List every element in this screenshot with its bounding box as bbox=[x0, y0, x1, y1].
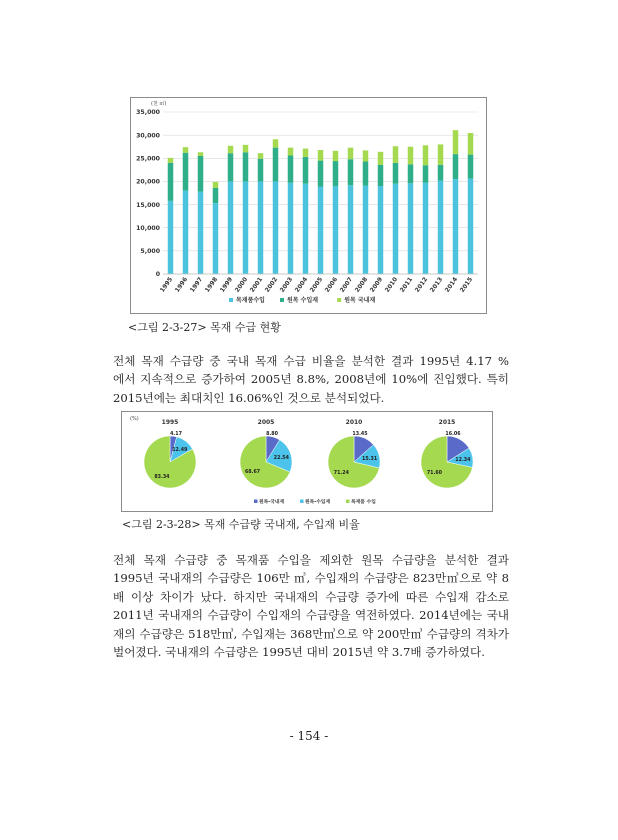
bar-segment bbox=[288, 148, 294, 156]
bar-segment bbox=[348, 159, 354, 185]
pie-data-label: 22.54 bbox=[273, 456, 289, 462]
y-tick-label: 15,000 bbox=[136, 201, 160, 209]
figure2-caption: <그림 2-3-28> 목재 수급량 국내재, 수입재 비율 bbox=[122, 518, 360, 531]
bar-segment bbox=[423, 145, 429, 165]
bar-segment bbox=[213, 203, 219, 274]
legend-swatch bbox=[300, 500, 304, 504]
page-number: - 154 - bbox=[289, 729, 329, 743]
bar-segment bbox=[468, 133, 474, 155]
pie-data-label: 71.60 bbox=[426, 471, 443, 477]
x-tick-label: 2014 bbox=[443, 276, 460, 294]
bar-segment bbox=[273, 139, 279, 147]
y-tick-label: 20,000 bbox=[136, 178, 160, 186]
paragraph-line: 전체 목재 수급량 중 국내 목재 수급 비율을 분석한 결과 1995년 4.17 % bbox=[113, 354, 509, 368]
bar-segment bbox=[318, 161, 324, 187]
bar-segment bbox=[348, 185, 354, 274]
bar-segment bbox=[423, 165, 429, 183]
pie-data-label: 71.24 bbox=[333, 470, 349, 476]
legend-label: 원목 국내재 bbox=[344, 297, 376, 304]
x-tick-label: 2010 bbox=[383, 276, 400, 294]
legend-swatch bbox=[337, 298, 341, 302]
bar-segment bbox=[468, 179, 474, 274]
pie-data-label: 83.34 bbox=[154, 474, 170, 480]
bar-segment bbox=[393, 146, 399, 163]
legend-swatch bbox=[254, 500, 258, 504]
bar-segment bbox=[213, 188, 219, 203]
pie-data-label: 68.67 bbox=[244, 469, 261, 475]
legend-label: 목재품 수입 bbox=[351, 500, 376, 505]
pie-data-label: 12.34 bbox=[455, 458, 471, 464]
paragraph-line: 배 이상 차이가 났다. 하지만 국내재의 수급량 증가에 따른 수입재 감소로 bbox=[113, 589, 509, 604]
x-tick-label: 2003 bbox=[278, 276, 295, 294]
bar-segment bbox=[273, 148, 279, 182]
bar-segment bbox=[453, 154, 459, 179]
paragraph-log-supply bbox=[113, 551, 509, 661]
bar-segment bbox=[228, 181, 234, 274]
bar-segment bbox=[438, 144, 444, 164]
bar-segment bbox=[198, 156, 204, 192]
bar-segment bbox=[408, 164, 414, 183]
x-tick-label: 2009 bbox=[368, 276, 385, 294]
bar-segment bbox=[183, 153, 189, 191]
x-tick-label: 1995 bbox=[158, 276, 175, 294]
bar-segment bbox=[198, 192, 204, 274]
paragraph-line: 2015년에는 최대치인 16.06%인 것으로 분석되었다. bbox=[113, 390, 385, 405]
y-tick-label: 10,000 bbox=[136, 224, 160, 232]
bar-segment bbox=[318, 150, 324, 161]
pie-data-label: 15.31 bbox=[362, 457, 378, 463]
paragraph-domestic-ratio bbox=[113, 352, 509, 407]
bar-segment bbox=[243, 152, 249, 181]
pie-data-label: 4.17 bbox=[170, 432, 182, 437]
legend-label: 원목-수입재 bbox=[305, 500, 331, 505]
stacked-bar-chart bbox=[131, 98, 486, 313]
x-tick-label: 1997 bbox=[188, 276, 205, 294]
x-tick-label: 2012 bbox=[413, 276, 430, 294]
bar-segment bbox=[408, 147, 414, 165]
x-tick-label: 2006 bbox=[323, 276, 340, 294]
bar-segment bbox=[228, 146, 234, 153]
bar-segment bbox=[393, 184, 399, 274]
x-tick-label: 1996 bbox=[173, 276, 190, 294]
bar-segment bbox=[228, 153, 234, 181]
bar-segment bbox=[393, 163, 399, 184]
bar-segment bbox=[303, 184, 309, 274]
paragraph-line: 전체 목재 수급량 중 목재품 수입을 제외한 원목 수급량을 분석한 결과 bbox=[113, 553, 509, 567]
bar-segment bbox=[303, 157, 309, 184]
bar-segment bbox=[258, 159, 264, 182]
x-tick-label: 2005 bbox=[308, 276, 325, 294]
paragraph-line: 1995년 국내재의 수급량은 106만 ㎥, 수입재의 수급량은 823만㎥으로 약 8 bbox=[113, 571, 509, 586]
legend-swatch bbox=[280, 298, 284, 302]
bar-segment bbox=[438, 181, 444, 274]
bar-segment bbox=[348, 148, 354, 160]
paragraph-line: 재의 수급량은 518만㎥, 수입재는 368만㎥으로 약 200만㎥ 수급량의 격차가 bbox=[113, 626, 509, 641]
x-tick-label: 2007 bbox=[338, 276, 355, 294]
pie-data-label: 12.49 bbox=[172, 448, 188, 454]
y-tick-label: 0 bbox=[155, 271, 160, 279]
bar-segment bbox=[453, 130, 459, 154]
bar-segment bbox=[273, 181, 279, 274]
bar-segment bbox=[243, 145, 249, 152]
x-tick-label: 2013 bbox=[428, 276, 445, 294]
bar-segment bbox=[213, 182, 219, 188]
unit-label: (천 ㎥) bbox=[151, 101, 167, 107]
bar-segment bbox=[468, 155, 474, 179]
x-tick-label: 1998 bbox=[203, 276, 220, 294]
figure1-caption: <그림 2-3-27> 목재 수급 현황 bbox=[128, 321, 281, 334]
x-tick-label: 2011 bbox=[398, 276, 415, 294]
bar-segment bbox=[378, 152, 384, 165]
paragraph-line: 벌어졌다. 국내재의 수급량은 1995년 대비 2015년 약 3.7배 증가하였다. bbox=[113, 645, 485, 660]
bar-segment bbox=[258, 181, 264, 274]
bar-segment bbox=[333, 151, 339, 161]
y-tick-label: 25,000 bbox=[136, 155, 160, 163]
y-tick-label: 30,000 bbox=[136, 132, 160, 140]
legend-label: 원목-국내재 bbox=[259, 500, 285, 505]
y-tick-label: 35,000 bbox=[136, 109, 160, 117]
bar-segment bbox=[258, 153, 264, 159]
y-tick-label: 5,000 bbox=[140, 248, 160, 256]
paragraph-line: 에서 지속적으로 증가하여 2005년 8.8%, 2008년에 10%에 진입했다. 특히 bbox=[113, 372, 509, 387]
legend-swatch bbox=[229, 298, 233, 302]
wood-supply-chart bbox=[130, 97, 487, 314]
x-tick-label: 2000 bbox=[233, 276, 250, 294]
bar-segment bbox=[303, 149, 309, 157]
x-tick-label: 2001 bbox=[248, 276, 265, 294]
bar-segment bbox=[168, 163, 174, 201]
x-tick-label: 2008 bbox=[353, 276, 370, 294]
bar-segment bbox=[288, 183, 294, 274]
bar-segment bbox=[168, 201, 174, 274]
bar-segment bbox=[363, 162, 369, 186]
x-tick-label: 2002 bbox=[263, 276, 280, 294]
pie-data-label: 13.45 bbox=[352, 432, 368, 437]
bar-segment bbox=[423, 183, 429, 274]
legend-swatch bbox=[346, 500, 350, 504]
domestic-import-ratio-chart bbox=[121, 411, 493, 512]
paragraph-line: 2011년 국내재의 수급량이 수입재의 수급량을 역전하였다. 2014년에는 국내 bbox=[113, 608, 509, 623]
bar-segment bbox=[453, 179, 459, 274]
pie-title: 2015 bbox=[438, 419, 456, 426]
bar-segment bbox=[183, 147, 189, 153]
pie-title: 2005 bbox=[257, 419, 275, 426]
bar-segment bbox=[318, 187, 324, 274]
legend-label: 목재품수입 bbox=[236, 297, 265, 304]
pie-data-label: 16.06 bbox=[445, 432, 461, 437]
x-tick-label: 2004 bbox=[293, 276, 310, 294]
x-tick-label: 2015 bbox=[458, 276, 475, 294]
bar-segment bbox=[198, 152, 204, 156]
bar-segment bbox=[333, 161, 339, 186]
pie-data-label: 8.80 bbox=[266, 432, 278, 437]
pie-title: 1995 bbox=[161, 419, 179, 426]
bar-segment bbox=[438, 165, 444, 181]
unit-label: (%) bbox=[130, 416, 139, 422]
x-tick-label: 1999 bbox=[218, 276, 235, 294]
bar-segment bbox=[363, 150, 369, 161]
bar-segment bbox=[378, 165, 384, 186]
pie-charts bbox=[122, 412, 492, 511]
bar-segment bbox=[168, 158, 174, 163]
bar-segment bbox=[378, 186, 384, 274]
bar-segment bbox=[243, 181, 249, 274]
bar-segment bbox=[363, 186, 369, 274]
bar-segment bbox=[408, 183, 414, 274]
bar-segment bbox=[183, 191, 189, 274]
bar-segment bbox=[333, 186, 339, 274]
bar-segment bbox=[288, 156, 294, 183]
pie-title: 2010 bbox=[345, 419, 363, 426]
legend-label: 원목 수입재 bbox=[287, 297, 319, 304]
